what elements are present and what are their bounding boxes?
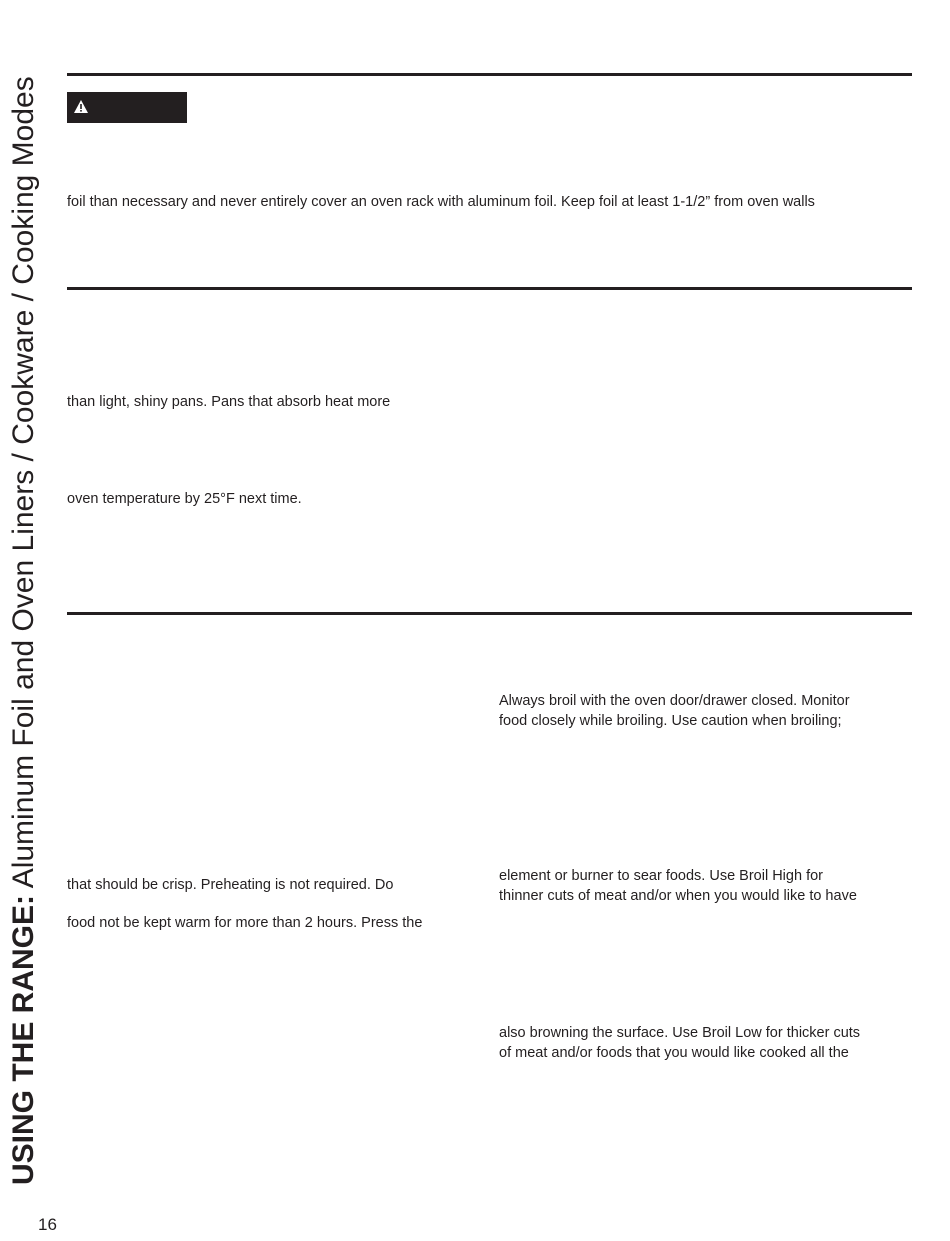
broil-text-line-1: Always broil with the oven door/drawer closed. Monitor — [499, 693, 850, 709]
broil-low-line-1: also browning the surface. Use Broil Low for thicker cuts — [499, 1025, 861, 1041]
page-number: 16 — [38, 1215, 57, 1234]
broil-low-line-2: of meat and/or foods that you would like cooked all the — [499, 1045, 849, 1061]
modes-left-line-1: that should be crisp. Preheating is not required. Do — [67, 877, 394, 893]
foil-text-line: foil than necessary and never entirely cover an oven rack with aluminum foil. Keep foil at least 1-1/2” from oven walls — [67, 194, 815, 210]
modes-left-line-2: food not be kept warm for more than 2 hours. Press the — [67, 915, 423, 931]
section-divider-foil — [67, 73, 912, 76]
broil-high-line-2: thinner cuts of meat and/or when you would like to have — [499, 888, 857, 904]
side-title-light: Aluminum Foil and Oven Liners / Cookware / Cooking Modes — [7, 76, 40, 895]
side-section-title — [6, 76, 42, 1185]
cookware-text-line-1: than light, shiny pans. Pans that absorb heat more — [67, 394, 391, 410]
broil-text-line-2: food closely while broiling. Use caution when broiling; — [499, 713, 842, 729]
warning-banner — [67, 92, 187, 123]
broil-high-line-1: element or burner to sear foods. Use Broil High for — [499, 868, 823, 884]
cookware-text-line-2: oven temperature by 25°F next time. — [67, 491, 302, 507]
warning-triangle-icon — [74, 100, 88, 113]
side-title-bold: USING THE RANGE: — [7, 894, 40, 1185]
section-divider-cookware — [67, 287, 912, 290]
section-divider-modes — [67, 612, 912, 615]
